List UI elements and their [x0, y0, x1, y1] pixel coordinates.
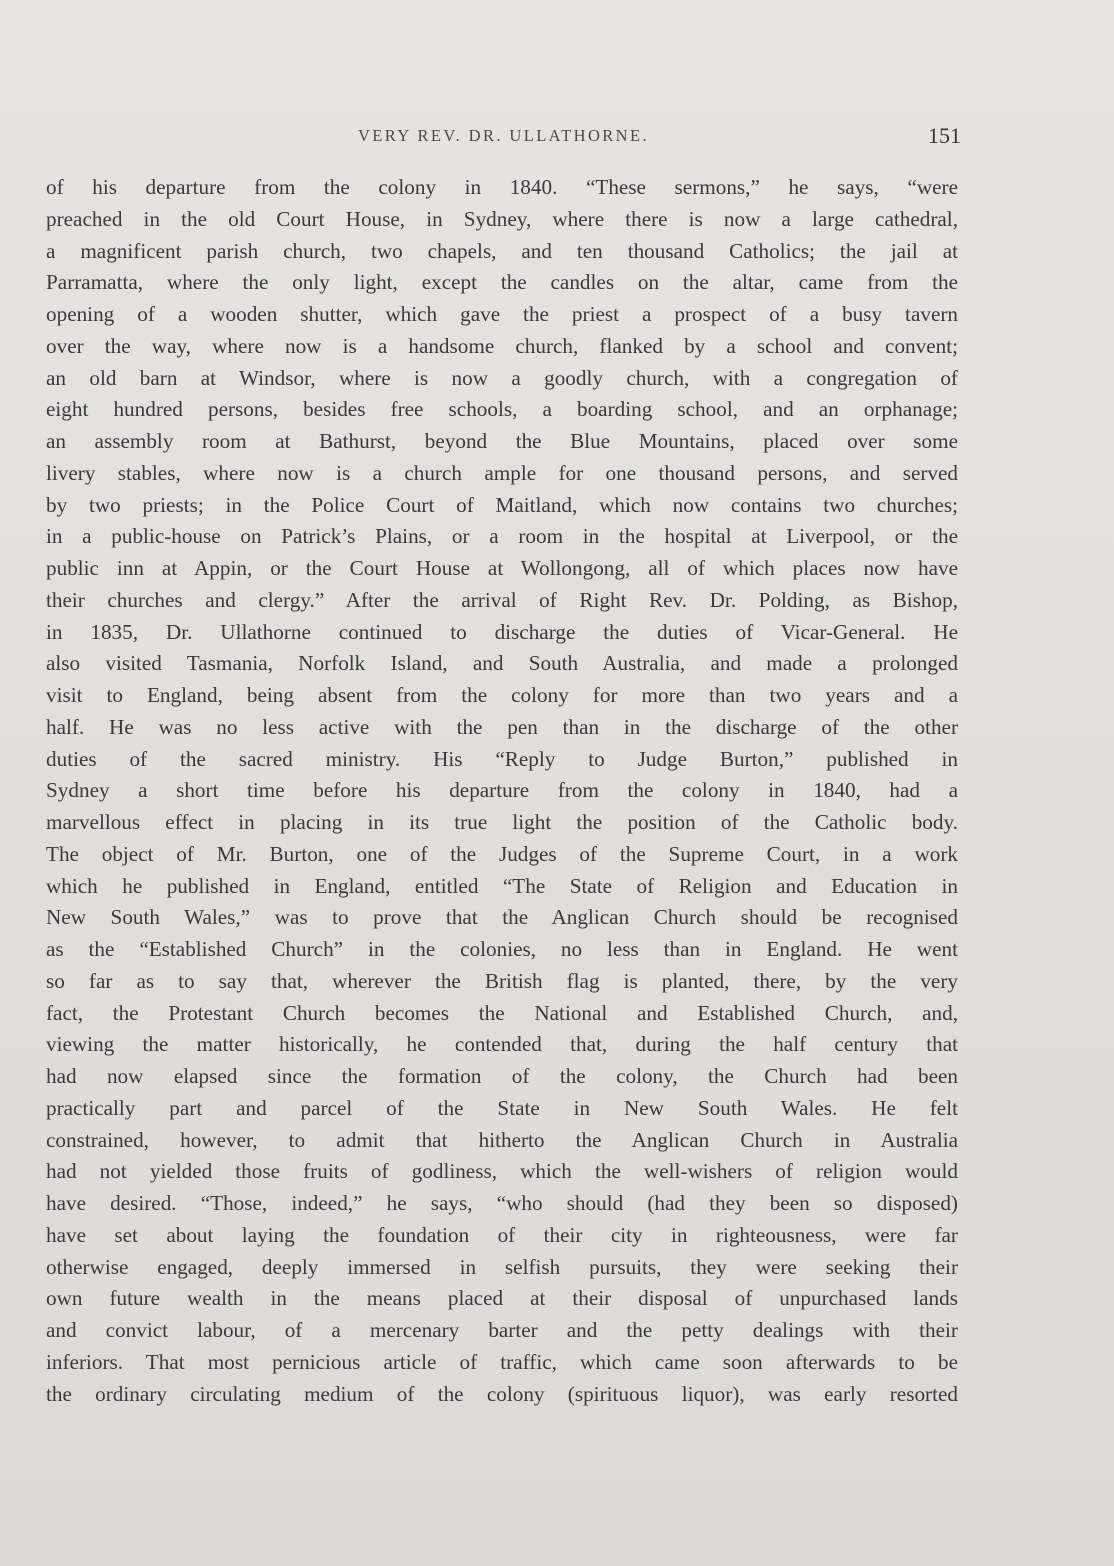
text-line: in 1835, Dr. Ullathorne continued to discharge the duties of Vicar-General. He [46, 619, 958, 644]
text-line: also visited Tasmania, Norfolk Island, and South Australia, and made a prolonged [46, 651, 958, 676]
text-line: their churches and clergy.” After the arrival of Right Rev. Dr. Polding, as Bishop, [46, 587, 958, 612]
running-head [46, 124, 961, 150]
text-line: practically part and parcel of the State in New South Wales. He felt [46, 1095, 958, 1120]
text-line: and convict labour, of a mercenary barter and the petty dealings with their [46, 1318, 958, 1342]
text-line: a magnificent parish church, two chapels, and ten thousand Catholics; the jail at [46, 238, 958, 263]
text-line: own future wealth in the means placed at their disposal of unpurchased lands [46, 1286, 958, 1311]
text-line: in a public-house on Patrick’s Plains, or a room in the hospital at Liverpool, or the [46, 524, 958, 549]
text-line: marvellous effect in placing in its true light the position of the Catholic body. [46, 810, 958, 834]
running-title: VERY REV. DR. ULLATHORNE. [357, 126, 649, 145]
text-line: fact, the Protestant Church becomes the National and Established Church, and, [46, 1000, 958, 1025]
text-line: opening of a wooden shutter, which gave the priest a prospect of a busy tavern [46, 302, 958, 326]
text-line: have desired. “Those, indeed,” he says, “who should (had they been so disposed) [46, 1191, 958, 1215]
text-line: half. He was no less active with the pen than in the discharge of the other [46, 714, 958, 739]
text-line: the ordinary circulating medium of the colony (spirituous liquor), was early resorted [46, 1381, 958, 1406]
text-line: had not yielded those fruits of godliness, which the well-wishers of religion would [46, 1159, 958, 1184]
text-line: public inn at Appin, or the Court House at Wollongong, all of which places now have [46, 556, 958, 580]
body-text [46, 172, 958, 1410]
text-line: Sydney a short time before his departure from the colony in 1840, had a [46, 778, 958, 803]
text-line: which he published in England, entitled “The State of Religion and Education in [46, 873, 958, 898]
text-line: duties of the sacred ministry. His “Reply to Judge Burton,” published in [46, 746, 958, 771]
text-line: viewing the matter historically, he contended that, during the half century that [46, 1032, 958, 1057]
text-line: eight hundred persons, besides free schools, a boarding school, and an orphanage; [46, 397, 958, 422]
text-line: visit to England, being absent from the colony for more than two years and a [46, 683, 958, 707]
text-line: New South Wales,” was to prove that the Anglican Church should be recognised [46, 905, 958, 930]
text-line: an old barn at Windsor, where is now a goodly church, with a congregation of [46, 365, 958, 390]
text-line: otherwise engaged, deeply immersed in selfish pursuits, they were seeking their [46, 1254, 958, 1279]
text-line: by two priests; in the Police Court of Maitland, which now contains two churches; [46, 492, 958, 517]
text-line: had now elapsed since the formation of the colony, the Church had been [46, 1064, 958, 1088]
text-line: as the “Established Church” in the colonies, no less than in England. He went [46, 937, 958, 961]
text-line: so far as to say that, wherever the British flag is planted, there, by the very [46, 968, 958, 993]
text-line: an assembly room at Bathurst, beyond the Blue Mountains, placed over some [46, 429, 958, 453]
page-number: 151 [928, 123, 961, 148]
text-line: over the way, where now is a handsome church, flanked by a school and convent; [46, 333, 958, 358]
text-line: inferiors. That most pernicious article of traffic, which came soon afterwards to be [46, 1349, 958, 1374]
text-line: have set about laying the foundation of their city in righteousness, were far [46, 1222, 958, 1247]
text-line: of his departure from the colony in 1840. “These sermons,” he says, “were [46, 175, 958, 199]
text-line: livery stables, where now is a church ample for one thousand persons, and served [46, 460, 958, 485]
text-line: Parramatta, where the only light, except the candles on the altar, came from the [46, 270, 958, 295]
text-line: The object of Mr. Burton, one of the Judges of the Supreme Court, in a work [46, 841, 958, 866]
text-line: preached in the old Court House, in Sydney, where there is now a large cathedral, [46, 206, 958, 231]
text-line: constrained, however, to admit that hitherto the Anglican Church in Australia [46, 1127, 958, 1152]
